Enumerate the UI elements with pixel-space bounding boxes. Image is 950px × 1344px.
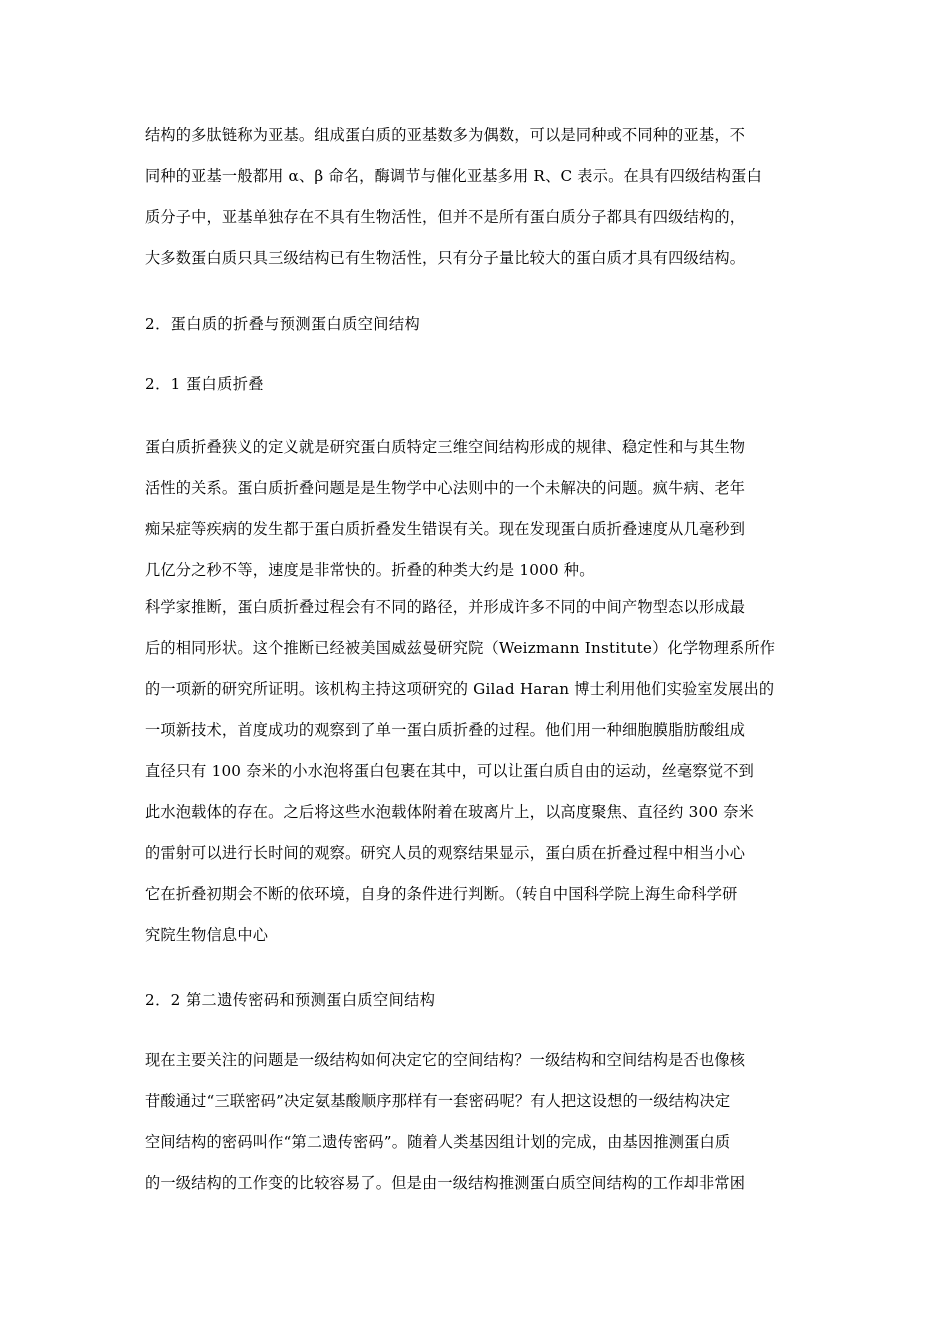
paragraph-1-line-2: 同种的亚基一般都用 α、β 命名，酶调节与催化亚基多用 R、C 表示。在具有四级结构蛋白 [145,167,762,185]
paragraph-3-line-2: 后的相同形状。这个推断已经被美国威兹曼研究院（Weizmann Institute）化学物理系所作 [145,639,776,657]
paragraph-1-line-1: 结构的多肽链称为亚基。组成蛋白质的亚基数多为偶数，可以是同种或不同种的亚基，不 [145,126,746,144]
paragraph-2-line-2: 活性的关系。蛋白质折叠问题是是生物学中心法则中的一个未解决的问题。疯牛病、老年 [145,479,746,497]
paragraph-4-line-3: 空间结构的密码叫作“第二遗传密码”。随着人类基因组计划的完成，由基因推测蛋白质 [145,1133,731,1151]
paragraph-3-line-9: 究院生物信息中心 [145,926,269,944]
paragraph-1-line-4: 大多数蛋白质只具三级结构已有生物活性，只有分子量比较大的蛋白质才具有四级结构。 [145,249,746,267]
paragraph-4-line-1: 现在主要关注的问题是一级结构如何决定它的空间结构？一级结构和空间结构是否也像核 [145,1051,746,1069]
section-heading-2-2: 2．2 第二遗传密码和预测蛋白质空间结构 [145,991,436,1009]
paragraph-3-line-8: 它在折叠初期会不断的依环境，自身的条件进行判断。（转自中国科学院上海生命科学研 [145,885,738,903]
paragraph-4-line-4: 的一级结构的工作变的比较容易了。但是由一级结构推测蛋白质空间结构的工作却非常困 [145,1174,746,1192]
paragraph-3-line-3: 的一项新的研究所证明。该机构主持这项研究的 Gilad Haran 博士利用他们实验室发展出的 [145,680,775,698]
paragraph-2-line-3: 痴呆症等疾病的发生都于蛋白质折叠发生错误有关。现在发现蛋白质折叠速度从几毫秒到 [145,520,746,538]
section-heading-2: 2．蛋白质的折叠与预测蛋白质空间结构 [145,315,421,333]
paragraph-2-line-1: 蛋白质折叠狭义的定义就是研究蛋白质特定三维空间结构形成的规律、稳定性和与其生物 [145,438,746,456]
paragraph-2-line-4: 几亿分之秒不等，速度是非常快的。折叠的种类大约是 1000 种。 [145,561,595,579]
paragraph-3-line-6: 此水泡载体的存在。之后将这些水泡载体附着在玻离片上，以高度聚焦、直径约 300 奈米 [145,803,754,821]
paragraph-1-line-3: 质分子中，亚基单独存在不具有生物活性，但并不是所有蛋白质分子都具有四级结构的， [145,208,746,226]
paragraph-3-line-4: 一项新技术，首度成功的观察到了单一蛋白质折叠的过程。他们用一种细胞膜脂肪酸组成 [145,721,746,739]
paragraph-4-line-2: 苷酸通过“三联密码”决定氨基酸顺序那样有一套密码呢？有人把这设想的一级结构决定 [145,1092,731,1110]
paragraph-3-line-5: 直径只有 100 奈米的小水泡将蛋白包裹在其中，可以让蛋白质自由的运动，丝毫察觉不到 [145,762,754,780]
section-heading-2-1: 2．1 蛋白质折叠 [145,375,264,393]
paragraph-3-line-7: 的雷射可以进行长时间的观察。研究人员的观察结果显示，蛋白质在折叠过程中相当小心 [145,844,746,862]
paragraph-3-line-1: 科学家推断，蛋白质折叠过程会有不同的路径，并形成许多不同的中间产物型态以形成最 [145,598,746,616]
